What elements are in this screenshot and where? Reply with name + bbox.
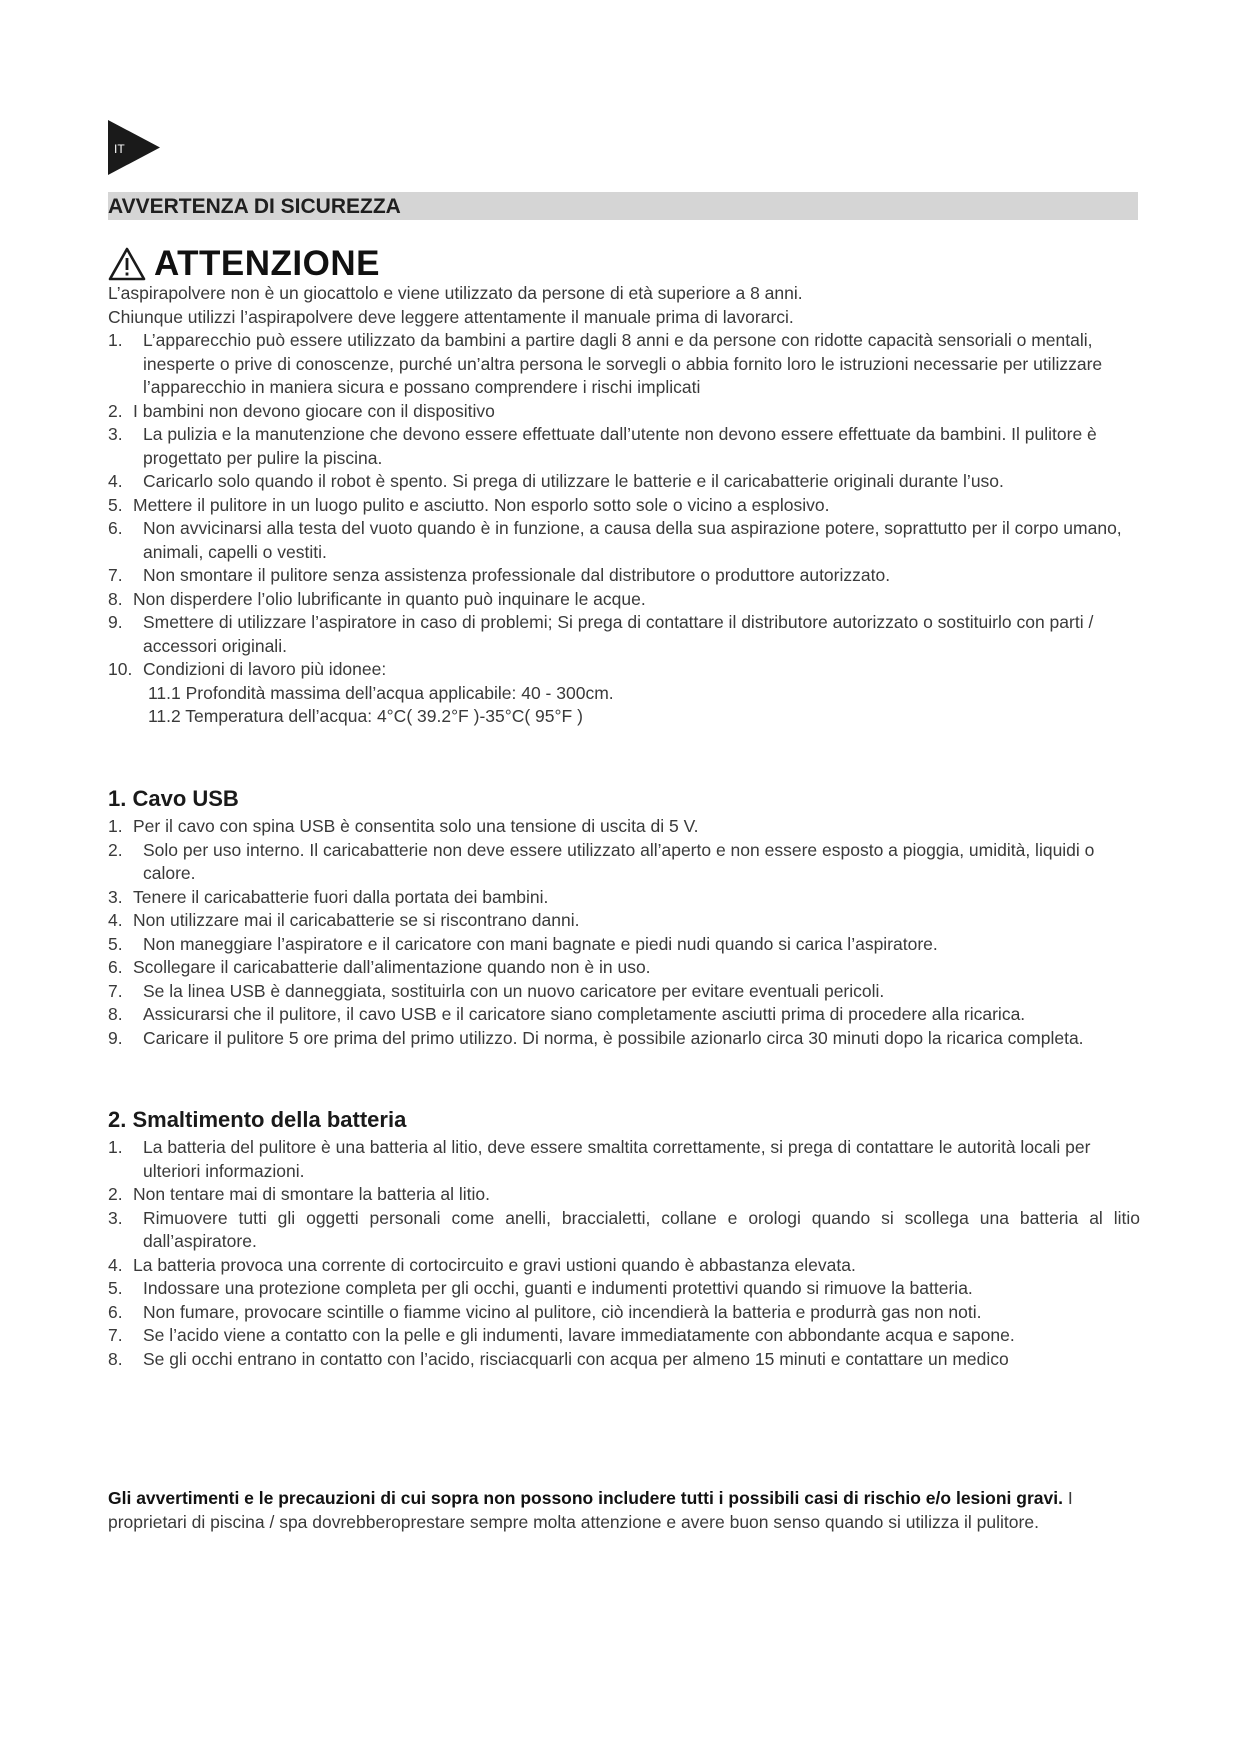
list-item: 9. Caricare il pulitore 5 ore prima del primo utilizzo. Di norma, è possibile azionarlo circa 30 minuti dopo la ricarica completa. (108, 1027, 1084, 1048)
sub-item: 11.1 Profondità massima dell’acqua applicabile: 40 - 300cm. (148, 682, 614, 703)
list-item: 4. Non utilizzare mai il caricabatterie se si riscontrano danni. (108, 910, 580, 930)
usb-section-title: 1. Cavo USB (108, 786, 239, 811)
battery-section (108, 1136, 1140, 1371)
section-title: AVVERTENZA DI SICUREZZA (108, 195, 401, 218)
list-item: 9. Smettere di utilizzare l’aspiratore in caso di problemi; Si prega di contattare il distributore autorizzato o sostituirlo con parti / accessori originali. (108, 612, 1094, 656)
list-item: 6. Non fumare, provocare scintille o fiamme vicino al pulitore, ciò incendierà la batteria e produrrà gas non noti. (108, 1301, 982, 1322)
warning-heading (108, 244, 380, 284)
list-item: 5. Mettere il pulitore in un luogo pulito e asciutto. Non esporlo sotto sole o vicino a esplosivo. (108, 494, 830, 515)
closing-paragraph (108, 1486, 1140, 1534)
warning-title: ATTENZIONE (154, 244, 381, 283)
list-item: 2. I bambini non devono giocare con il dispositivo (108, 400, 495, 421)
list-item: 8. Non disperdere l’olio lubrificante in quanto può inquinare le acque. (108, 588, 646, 609)
list-item: 5. Non maneggiare l’aspiratore e il caricatore con mani bagnate e piedi nudi quando si carica l’aspiratore. (108, 933, 938, 954)
list-item: 1. La batteria del pulitore è una batteria al litio, deve essere smaltita correttamente, si prega di contattare le autorità locali per ulteriori informazioni. (108, 1137, 1091, 1181)
list-item: 3. Rimuovere tutti gli oggetti personali come anelli, braccialetti, collane e orologi quando si scollega una batteria al litio dall’aspiratore. (108, 1207, 1140, 1251)
list-item: 2. Solo per uso interno. Il caricabatterie non deve essere utilizzato all’aperto e non essere esposto a pioggia, umidità, liquidi o calore. (108, 839, 1095, 883)
language-tab-label: IT (114, 142, 125, 156)
list-item: 8. Assicurarsi che il pulitore, il cavo USB e il caricatore siano completamente asciutti prima di procedere alla ricarica. (108, 1004, 1026, 1024)
usb-section (108, 815, 1140, 1050)
list-item: 2. Non tentare mai di smontare la batteria al litio. (108, 1184, 490, 1204)
intro-line: Chiunque utilizzi l’aspirapolvere deve leggere attentamente il manuale prima di lavorarci. (108, 306, 794, 327)
list-item: 10. Condizioni di lavoro più idonee: (108, 659, 387, 679)
list-item: 8. Se gli occhi entrano in contatto con l’acido, risciacquarli con acqua per almeno 15 minuti e contattare un medico (108, 1348, 1009, 1369)
list-item: 4. La batteria provoca una corrente di cortocircuito e gravi ustioni quando è abbastanza elevata. (108, 1254, 856, 1275)
closing-bold: Gli avvertimenti e le precauzioni di cui sopra non possono includere tutti i possibili casi di rischio e/o lesioni gravi. (108, 1488, 1063, 1508)
section-title-bar (108, 192, 1138, 220)
warning-section (108, 282, 1140, 729)
list-item: 6. Non avvicinarsi alla testa del vuoto quando è in funzione, a causa della sua aspirazione potere, soprattutto per il corpo umano, animali, capelli o vestiti. (108, 518, 1122, 562)
list-item: 6. Scollegare il caricabatterie dall’alimentazione quando non è in uso. (108, 957, 651, 977)
list-item: 3. La pulizia e la manutenzione che devono essere effettuate dall’utente non devono essere effettuate da bambini. Il pulitore è progettato per pulire la piscina. (108, 424, 1097, 468)
battery-section-title: 2. Smaltimento della batteria (108, 1107, 407, 1132)
list-item: 1. Per il cavo con spina USB è consentita solo una tensione di uscita di 5 V. (108, 816, 699, 836)
sub-item: 11.2 Temperatura dell’acqua: 4°C( 39.2°F )-35°C( 95°F ) (148, 706, 583, 726)
list-item: 3. Tenere il caricabatterie fuori dalla portata dei bambini. (108, 886, 549, 907)
warning-triangle-icon (108, 247, 146, 281)
closing-text: I proprietari di piscina / spa dovrebberoprestare sempre molta attenzione e avere buon senso quando si utilizza il pulitore. (108, 1488, 1073, 1532)
list-item: 5. Indossare una protezione completa per gli occhi, guanti e indumenti protettivi quando si rimuove la batteria. (108, 1278, 973, 1298)
list-item: 1. L’apparecchio può essere utilizzato da bambini a partire dagli 8 anni e da persone con ridotte capacità sensoriali o mentali, inesperte o prive di conoscenze, purché un’altra persona le sorvegli o abbia fornito loro le istruzioni necessarie per utilizzare l’apparecchio in maniera sicura e possano comprendere i rischi implicati (108, 330, 1103, 397)
intro-line: L’aspirapolvere non è un giocattolo e viene utilizzato da persone di età superiore a 8 anni. (108, 283, 803, 303)
list-item: 7. Non smontare il pulitore senza assistenza professionale dal distributore o produttore autorizzato. (108, 565, 891, 585)
list-item: 7. Se la linea USB è danneggiata, sostituirla con un nuovo caricatore per evitare eventuali pericoli. (108, 980, 885, 1001)
list-item: 4. Caricarlo solo quando il robot è spento. Si prega di utilizzare le batterie e il caricabatterie originali durante l’uso. (108, 471, 1004, 491)
list-item: 7. Se l’acido viene a contatto con la pelle e gli indumenti, lavare immediatamente con abbondante acqua e sapone. (108, 1325, 1015, 1345)
